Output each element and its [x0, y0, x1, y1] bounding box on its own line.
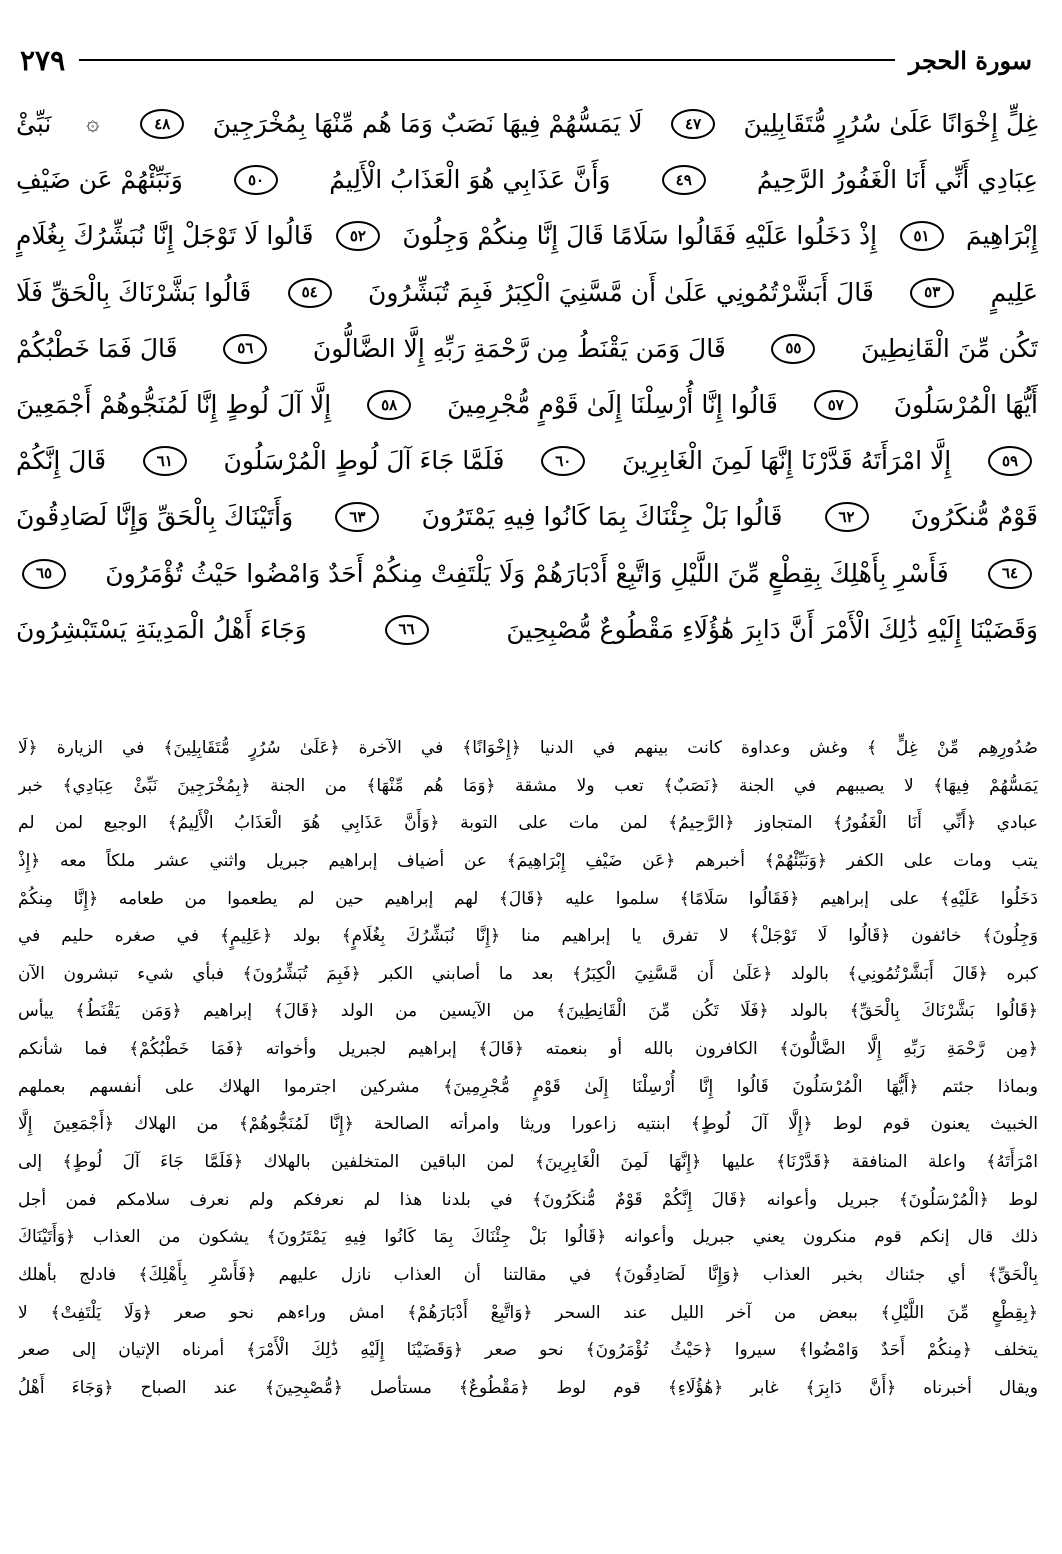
- tafsir-line: دَخَلُوا عَلَيْهِ﴾ على إبراهيم ﴿فَقَالُوا سَلَامًا﴾ سلموا عليه ﴿قَالَ﴾ لهم إبراهيم حين لم يطعموا من طعامه ﴿إِنَّا مِنكُمْ: [18, 888, 1038, 909]
- ayah-number-marker: ٦٤: [988, 559, 1032, 589]
- quran-line: [16, 208, 1038, 264]
- ayah-number-marker: ٥٣: [910, 278, 954, 308]
- verse-text: لَا يَمَسُّهُمْ فِيهَا نَصَبٌ وَمَا هُم مِّنْهَا بِمُخْرَجِينَ: [212, 109, 643, 139]
- verse-text: قَالُوا إِنَّا أُرْسِلْنَا إِلَىٰ قَوْمٍ مُّجْرِمِينَ: [447, 390, 778, 420]
- quran-line: [16, 265, 1038, 321]
- tafsir-line: صُدُورِهِم مِّنْ غِلٍّ ﴾ وغش وعداوة كانت بينهم في الدنيا ﴿إِخْوَانًا﴾ في الآخرة ﴿عَلَىٰ سُرُرٍ مُّتَقَابِلِينَ﴾ في الزيارة ﴿لَا: [18, 738, 1038, 758]
- ayah-number-marker: ٥١: [900, 221, 944, 251]
- ayah-number-marker: ٥٦: [223, 334, 267, 364]
- quran-line: [16, 602, 1038, 658]
- verse-text: عِبَادِي أَنِّي أَنَا الْغَفُورُ الرَّحِيمُ: [756, 165, 1038, 195]
- ayah-number-marker: ٦١: [143, 446, 187, 476]
- verse-text: عَلِيمٍ: [990, 277, 1038, 307]
- surah-name: سورة الحجر: [908, 45, 1032, 75]
- verse-text: فَلَمَّا جَاءَ آلَ لُوطٍ الْمُرْسَلُونَ: [223, 446, 505, 476]
- ayah-number-marker: ٦٢: [825, 502, 869, 532]
- verse-text: إِلَّا آلَ لُوطٍ إِنَّا لَمُنَجُّوهُمْ أَجْمَعِينَ: [16, 390, 332, 420]
- quran-text-block: [16, 96, 1038, 658]
- verse-text: قَالُوا لَا تَوْجَلْ إِنَّا نُبَشِّرُكَ بِغُلَامٍ: [16, 221, 314, 251]
- tafsir-line: يَمَسُّهُمْ فِيهَا﴾ لا يصيبهم في الجنة ﴿نَصَبٌ﴾ تعب ولا مشقة ﴿وَمَا هُم مِّنْهَا﴾ من الجنة ﴿بِمُخْرَجِينَ نَبِّئْ عِبَادِي﴾ خبر: [18, 775, 1038, 796]
- ayah-number-marker: ٦٠: [541, 446, 585, 476]
- verse-text: أَيُّهَا الْمُرْسَلُونَ: [893, 390, 1038, 420]
- tafsir-line: الخبيث يعنون قوم لوط ﴿إِلَّا آلَ لُوطٍ﴾ ابنتيه زاعورا وريثا وامرأته الصالحة ﴿إِنَّا لَمُنَجُّوهُمْ﴾ من الهلاك ﴿أَجْمَعِينَ إِلَّا: [18, 1114, 1038, 1135]
- verse-text: وَقَضَيْنَا إِلَيْهِ ذَٰلِكَ الْأَمْرَ أَنَّ دَابِرَ هَٰؤُلَاءِ مَقْطُوعٌ مُّصْبِحِينَ: [506, 614, 1038, 644]
- tafsir-line: امْرَأَتَهُ﴾ واعلة المنافقة ﴿قَدَّرْنَا﴾ عليها ﴿إِنَّهَا لَمِنَ الْغَابِرِينَ﴾ لمن الباقين المتخلفين بالهلاك ﴿فَلَمَّا جَاءَ آلَ لُوطٍ﴾ إلى: [18, 1152, 1038, 1173]
- tafsir-line: ذلك قال إنكم قوم منكرون يعني جبريل وأعوانه ﴿قَالُوا بَلْ جِئْنَاكَ بِمَا كَانُوا فِيهِ يَمْتَرُونَ﴾ يشكون من العذاب ﴿وَأَتَيْنَاكَ: [18, 1227, 1038, 1248]
- verse-text: وَنَبِّئْهُمْ عَن ضَيْفِ: [16, 165, 183, 195]
- verse-text: وَأَتَيْنَاكَ بِالْحَقِّ وَإِنَّا لَصَادِقُونَ: [16, 502, 294, 532]
- verse-text: تَكُن مِّنَ الْقَانِطِينَ: [861, 333, 1038, 363]
- ayah-number-marker: ٥٥: [771, 334, 815, 364]
- verse-text: قَالَ إِنَّكُمْ: [16, 446, 107, 476]
- tafsir-line: ﴿قَالُوا بَشَّرْنَاكَ بِالْحَقِّ﴾ بالولد ﴿فَلَا تَكُن مِّنَ الْقَانِطِينَ﴾ من الآيسين من الولد ﴿قَالَ﴾ إبراهيم ﴿وَمَن يَقْنَطُ﴾ ييأس: [18, 1001, 1038, 1022]
- verse-text: فَأَسْرِ بِأَهْلِكَ بِقِطْعٍ مِّنَ اللَّيْلِ وَاتَّبِعْ أَدْبَارَهُمْ وَلَا يَلْتَفِتْ مِنكُمْ أَحَدٌ وَامْضُوا حَيْثُ تُؤْمَرُونَ: [105, 558, 949, 588]
- verse-text: قَالَ أَبَشَّرْتُمُونِي عَلَىٰ أَن مَّسَّنِيَ الْكِبَرُ فَبِمَ تُبَشِّرُونَ: [368, 277, 874, 307]
- ayah-number-marker: ٥٨: [367, 390, 411, 420]
- ayah-number-marker: ٥٩: [988, 446, 1032, 476]
- page-number: ٢٧٩: [20, 43, 66, 77]
- verse-text: غِلٍّ إِخْوَانًا عَلَىٰ سُرُرٍ مُّتَقَابِلِينَ: [743, 109, 1038, 139]
- ayah-number-marker: ٤٩: [662, 165, 706, 195]
- header-rule: [79, 59, 895, 61]
- quran-line: [16, 377, 1038, 433]
- verse-text: قَوْمٌ مُّنكَرُونَ: [910, 502, 1038, 532]
- tafsir-line: لوط ﴿الْمُرْسَلُونَ﴾ جبريل وأعوانه ﴿قَالَ إِنَّكُمْ قَوْمٌ مُّنكَرُونَ﴾ في بلدنا هذا لم نعرفكم ولم نعرف سلامكم فمن أجل: [18, 1189, 1038, 1210]
- tafsir-line: وبماذا جئتم ﴿أَيُّهَا الْمُرْسَلُونَ قَالُوا إِنَّا أُرْسِلْنَا إِلَىٰ قَوْمٍ مُّجْرِمِينَ﴾ مشركين اجترموا الهلاك على أنفسهم بعملهم: [18, 1076, 1038, 1097]
- verse-text: إِذْ دَخَلُوا عَلَيْهِ فَقَالُوا سَلَامًا قَالَ إِنَّا مِنكُمْ وَجِلُونَ: [402, 221, 878, 251]
- tafsir-line: وَجِلُونَ﴾ خائفون ﴿قَالُوا لَا تَوْجَلْ﴾ لا تفرق يا إبراهيم منا ﴿إِنَّا نُبَشِّرُكَ بِغُلَامٍ﴾ بولد ﴿عَلِيمٍ﴾ في صغره حليم في: [18, 926, 1038, 947]
- quran-line: [16, 321, 1038, 377]
- verse-text: قَالُوا بَشَّرْنَاكَ بِالْحَقِّ فَلَا: [16, 277, 252, 307]
- ayah-number-marker: ٥٠: [234, 165, 278, 195]
- page-header: [20, 40, 1032, 80]
- tafsir-line: كبره ﴿قَالَ أَبَشَّرْتُمُونِي﴾ بالولد ﴿عَلَىٰ أَن مَّسَّنِيَ الْكِبَرُ﴾ بعد ما أصابني الكبر ﴿فَبِمَ تُبَشِّرُونَ﴾ فبأي شيء تبشرون الآن: [18, 963, 1038, 984]
- quran-line: [16, 96, 1038, 152]
- tafsir-line: ﴿بِقِطْعٍ مِّنَ اللَّيْلِ﴾ ببعض من آخر الليل عند السحر ﴿وَاتَّبِعْ أَدْبَارَهُمْ﴾ امش وراءهم نحو صعر ﴿وَلَا يَلْتَفِتْ﴾ لا: [18, 1302, 1038, 1323]
- quran-line: [16, 433, 1038, 489]
- verse-text: قَالُوا بَلْ جِئْنَاكَ بِمَا كَانُوا فِيهِ يَمْتَرُونَ: [421, 502, 783, 532]
- ayah-number-marker: ٥٢: [336, 221, 380, 251]
- ayah-number-marker: ٦٦: [385, 615, 429, 645]
- quran-line: [16, 546, 1038, 602]
- tafsir-line: عبادي ﴿أَنِّي أَنَا الْغَفُورُ﴾ المتجاوز ﴿الرَّحِيمُ﴾ لمن مات على التوبة ﴿وَأَنَّ عَذَابِي هُوَ الْعَذَابُ الْأَلِيمُ﴾ الوجيع لمن لم: [18, 813, 1038, 834]
- tafsir-line: بِالْحَقِّ﴾ أي جئناك بخبر العذاب ﴿وَإِنَّا لَصَادِقُونَ﴾ في مقالتنا أن العذاب نازل عليهم ﴿فَأَسْرِ بِأَهْلِكَ﴾ فادلج بأهلك: [18, 1264, 1038, 1285]
- verse-text: وَجَاءَ أَهْلُ الْمَدِينَةِ يَسْتَبْشِرُونَ: [16, 614, 307, 644]
- verse-text: نَبِّئْ: [16, 109, 52, 139]
- verse-text: قَالَ فَمَا خَطْبُكُمْ: [16, 333, 178, 363]
- tafsir-text-block: [18, 730, 1038, 1408]
- ayah-number-marker: ٤٨: [140, 109, 184, 139]
- verse-text: إِلَّا امْرَأَتَهُ قَدَّرْنَا إِنَّهَا لَمِنَ الْغَابِرِينَ: [622, 446, 952, 476]
- verse-text: وَأَنَّ عَذَابِي هُوَ الْعَذَابُ الْأَلِيمُ: [329, 165, 611, 195]
- tafsir-line: ويقال أخبرناه ﴿أَنَّ دَابِرَ﴾ غابر ﴿هَٰؤُلَاءِ﴾ قوم لوط ﴿مَقْطُوعٌ﴾ مستأصل ﴿مُّصْبِحِينَ﴾ عند الصباح ﴿وَجَاءَ أَهْلُ: [18, 1377, 1038, 1398]
- tafsir-line: يتب ومات على الكفر ﴿وَنَبِّئْهُمْ﴾ أخبرهم ﴿عَن ضَيْفِ إِبْرَاهِيمَ﴾ عن أضياف إبراهيم جبريل واثني عشر ملكاً معه ﴿إِذْ: [18, 850, 1038, 871]
- quran-line: [16, 152, 1038, 208]
- verse-text: قَالَ وَمَن يَقْنَطُ مِن رَّحْمَةِ رَبِّهِ إِلَّا الضَّالُّونَ: [312, 333, 726, 363]
- hizb-quarter-icon: ۞: [86, 111, 100, 137]
- ayah-number-marker: ٥٤: [288, 278, 332, 308]
- tafsir-line: ﴿مِن رَّحْمَةِ رَبِّهِ إِلَّا الضَّالُّونَ﴾ الكافرون بالله أو بنعمته ﴿قَالَ﴾ إبراهيم لجبريل وأخواته ﴿فَمَا خَطْبُكُمْ﴾ فما شأنكم: [18, 1039, 1038, 1060]
- ayah-number-marker: ٦٣: [335, 502, 379, 532]
- verse-text: إِبْرَاهِيمَ: [965, 221, 1038, 251]
- quran-line: [16, 489, 1038, 545]
- tafsir-line: يتخلف ﴿مِنكُمْ أَحَدٌ وَامْضُوا﴾ سيروا ﴿حَيْثُ تُؤْمَرُونَ﴾ نحو صعر ﴿وَقَضَيْنَا إِلَيْهِ ذَٰلِكَ الْأَمْرَ﴾ أمرناه الإتيان إلى صعر: [18, 1340, 1038, 1361]
- ayah-number-marker: ٦٥: [22, 559, 66, 589]
- ayah-number-marker: ٥٧: [814, 390, 858, 420]
- ayah-number-marker: ٤٧: [671, 109, 715, 139]
